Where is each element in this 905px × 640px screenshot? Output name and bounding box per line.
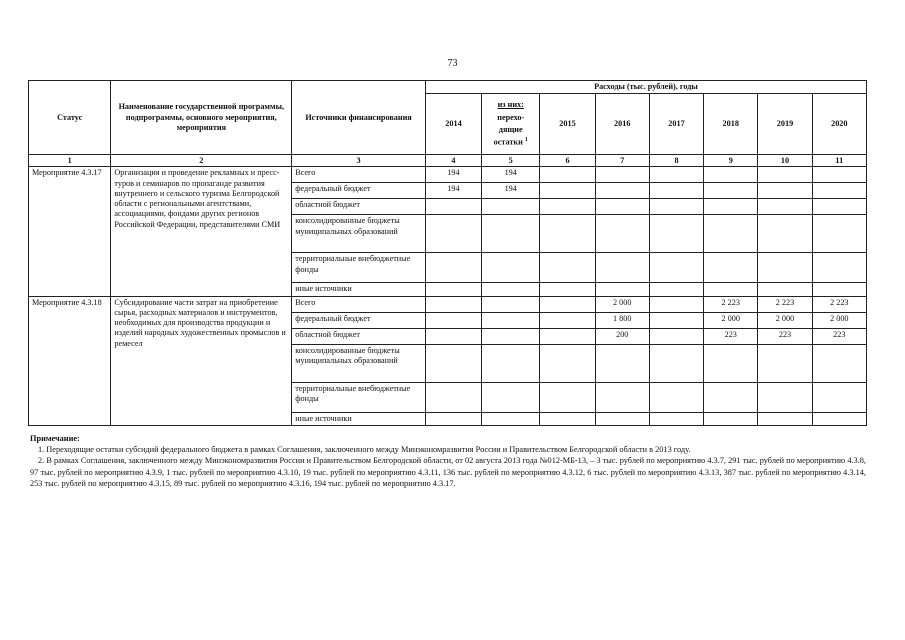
header-of-them: из них: [497, 100, 524, 110]
note-item: 2. В рамках Соглашения, заключенного между Минэкономразвития России и Правительством Белгородской области, от 02 августа 2013 года №012-МБ-13, – 3 тыс. рублей по мероприятию 4.3.7, 291 тыс. рублей по мероприятию 4.3.8, 97 тыс. рублей по мероприятию 4.3.9, 1 тыс. рублей по мероприятию 4.3.10, 19 тыс. рублей по мероприятию 4.3.11, 136 тыс. рублей по мероприятию 4.3.12, 6 тыс. рублей по мероприятию 4.3.13, 387 тыс. рублей по мероприятию 4.3.14, 253 тыс. рублей по мероприятию 4.3.15, 89 тыс. рублей по мероприятию 4.3.16, 194 тыс. рублей по мероприятию 4.3.17. [30, 456, 866, 488]
value-cell [649, 283, 703, 296]
value-cell [758, 215, 812, 253]
value-cell: 1 800 [595, 312, 649, 328]
value-cell [649, 253, 703, 283]
header-name: Наименование государственной программы, подпрограммы, основного мероприятия, мероприятия [111, 81, 292, 155]
col-num: 10 [758, 155, 812, 167]
header-year-2020: 2020 [812, 94, 866, 155]
value-cell [482, 328, 540, 344]
value-cell [812, 382, 866, 412]
value-cell [649, 296, 703, 312]
value-cell [758, 344, 812, 382]
value-cell [704, 199, 758, 215]
table-row [29, 167, 867, 183]
value-cell [649, 215, 703, 253]
col-num: 11 [812, 155, 866, 167]
value-cell [649, 382, 703, 412]
value-cell [482, 382, 540, 412]
value-cell [758, 412, 812, 425]
value-cell [540, 412, 595, 425]
header-carry-footnote: 1 [524, 137, 528, 144]
value-cell [540, 296, 595, 312]
value-cell [540, 215, 595, 253]
value-cell [425, 312, 481, 328]
value-cell [540, 283, 595, 296]
value-cell [649, 312, 703, 328]
header-year-2018: 2018 [704, 94, 758, 155]
header-year-2017: 2017 [649, 94, 703, 155]
value-cell [704, 183, 758, 199]
value-cell [812, 253, 866, 283]
col-num: 6 [540, 155, 595, 167]
value-cell [649, 344, 703, 382]
header-year-2019: 2019 [758, 94, 812, 155]
funding-source-cell: федеральный бюджет [292, 183, 426, 199]
value-cell [425, 253, 481, 283]
value-cell: 2 223 [812, 296, 866, 312]
value-cell: 194 [425, 183, 481, 199]
value-cell [758, 253, 812, 283]
value-cell [595, 167, 649, 183]
table-row [29, 296, 867, 312]
funding-source-cell: консолидированные бюджеты муниципальных образований [292, 344, 426, 382]
note-item: 1. Переходящие остатки субсидий федерального бюджета в рамках Соглашения, заключенного между Минэкономразвития России и Правительством Белгородской области в 2013 году. [38, 445, 691, 455]
col-num: 3 [292, 155, 426, 167]
value-cell [704, 412, 758, 425]
value-cell [482, 283, 540, 296]
header-sources: Источники финансирования [292, 81, 426, 155]
value-cell [595, 382, 649, 412]
funding-source-cell: Всего [292, 296, 426, 312]
page-number: 73 [447, 58, 458, 69]
value-cell [758, 382, 812, 412]
funding-source-cell: консолидированные бюджеты муниципальных образований [292, 215, 426, 253]
value-cell: 223 [758, 328, 812, 344]
value-cell [540, 167, 595, 183]
value-cell [595, 183, 649, 199]
value-cell [595, 412, 649, 425]
funding-source-cell: Всего [292, 167, 426, 183]
status-cell: Мероприятие 4.3.17 [29, 167, 111, 296]
value-cell [425, 344, 481, 382]
event-name-cell: Субсидирование части затрат на приобретение сырья, расходных материалов и инструментов, необходимых для производства продукции и изделий народных художественных промыслов и ремесел [111, 296, 292, 425]
value-cell [482, 344, 540, 382]
value-cell [812, 199, 866, 215]
value-cell [482, 215, 540, 253]
value-cell [704, 253, 758, 283]
value-cell [649, 199, 703, 215]
value-cell [758, 199, 812, 215]
value-cell [595, 253, 649, 283]
value-cell [595, 283, 649, 296]
value-cell: 194 [425, 167, 481, 183]
value-cell [704, 167, 758, 183]
value-cell: 194 [482, 183, 540, 199]
value-cell [649, 412, 703, 425]
value-cell [540, 183, 595, 199]
value-cell [812, 412, 866, 425]
header-carry-line1: перехо- [497, 112, 525, 122]
value-cell [704, 382, 758, 412]
value-cell [812, 215, 866, 253]
value-cell: 2 000 [812, 312, 866, 328]
value-cell [812, 183, 866, 199]
value-cell [425, 412, 481, 425]
funding-source-cell: территориальные внебюджетные фонды [292, 253, 426, 283]
value-cell [649, 183, 703, 199]
notes-title: Примечание: [30, 434, 80, 443]
value-cell [704, 344, 758, 382]
value-cell [540, 344, 595, 382]
value-cell [649, 167, 703, 183]
value-cell: 2 000 [704, 312, 758, 328]
value-cell: 223 [812, 328, 866, 344]
header-year-2015: 2015 [540, 94, 595, 155]
value-cell [482, 312, 540, 328]
value-cell [540, 253, 595, 283]
value-cell [704, 283, 758, 296]
col-num: 5 [482, 155, 540, 167]
value-cell [482, 296, 540, 312]
value-cell [758, 283, 812, 296]
value-cell: 2 223 [704, 296, 758, 312]
notes [30, 433, 866, 489]
header-carry-line2: дящие [498, 124, 523, 134]
header-status: Статус [29, 81, 111, 155]
value-cell [595, 215, 649, 253]
value-cell [540, 328, 595, 344]
funding-source-cell: областной бюджет [292, 199, 426, 215]
value-cell [482, 253, 540, 283]
funding-source-cell: федеральный бюджет [292, 312, 426, 328]
funding-source-cell: иные источники [292, 283, 426, 296]
value-cell [812, 167, 866, 183]
value-cell [595, 344, 649, 382]
value-cell [595, 199, 649, 215]
value-cell [425, 215, 481, 253]
value-cell [649, 328, 703, 344]
value-cell [758, 183, 812, 199]
header-expenses: Расходы (тыс. рублей), годы [425, 81, 866, 94]
funding-source-cell: областной бюджет [292, 328, 426, 344]
value-cell [812, 283, 866, 296]
value-cell: 200 [595, 328, 649, 344]
header-carryover [482, 94, 540, 155]
col-num: 1 [29, 155, 111, 167]
col-num: 9 [704, 155, 758, 167]
col-num: 4 [425, 155, 481, 167]
value-cell [540, 382, 595, 412]
value-cell [704, 215, 758, 253]
funding-source-cell: территориальные внебюджетные фонды [292, 382, 426, 412]
col-num: 8 [649, 155, 703, 167]
col-num: 2 [111, 155, 292, 167]
expenses-table [28, 80, 867, 426]
value-cell [425, 296, 481, 312]
column-number-row [29, 155, 867, 167]
value-cell [540, 199, 595, 215]
header-year-2014: 2014 [425, 94, 481, 155]
status-cell: Мероприятие 4.3.18 [29, 296, 111, 425]
value-cell [482, 412, 540, 425]
value-cell [425, 328, 481, 344]
value-cell [482, 199, 540, 215]
value-cell [425, 283, 481, 296]
header-year-2016: 2016 [595, 94, 649, 155]
value-cell: 2 000 [595, 296, 649, 312]
value-cell [540, 312, 595, 328]
value-cell [425, 199, 481, 215]
value-cell: 2 000 [758, 312, 812, 328]
col-num: 7 [595, 155, 649, 167]
event-name-cell: Организация и проведение рекламных и пресс-туров и семинаров по пропаганде развития внутреннего и сельского туризма Белгородской области с региональными агентствами, ассоциациями, фондами других регионов Российской Федерации, представителями СМИ [111, 167, 292, 296]
value-cell [812, 344, 866, 382]
header-carry-line3: остатки [493, 137, 523, 147]
value-cell: 194 [482, 167, 540, 183]
value-cell: 223 [704, 328, 758, 344]
funding-source-cell: иные источники [292, 412, 426, 425]
value-cell: 2 223 [758, 296, 812, 312]
value-cell [425, 382, 481, 412]
value-cell [758, 167, 812, 183]
